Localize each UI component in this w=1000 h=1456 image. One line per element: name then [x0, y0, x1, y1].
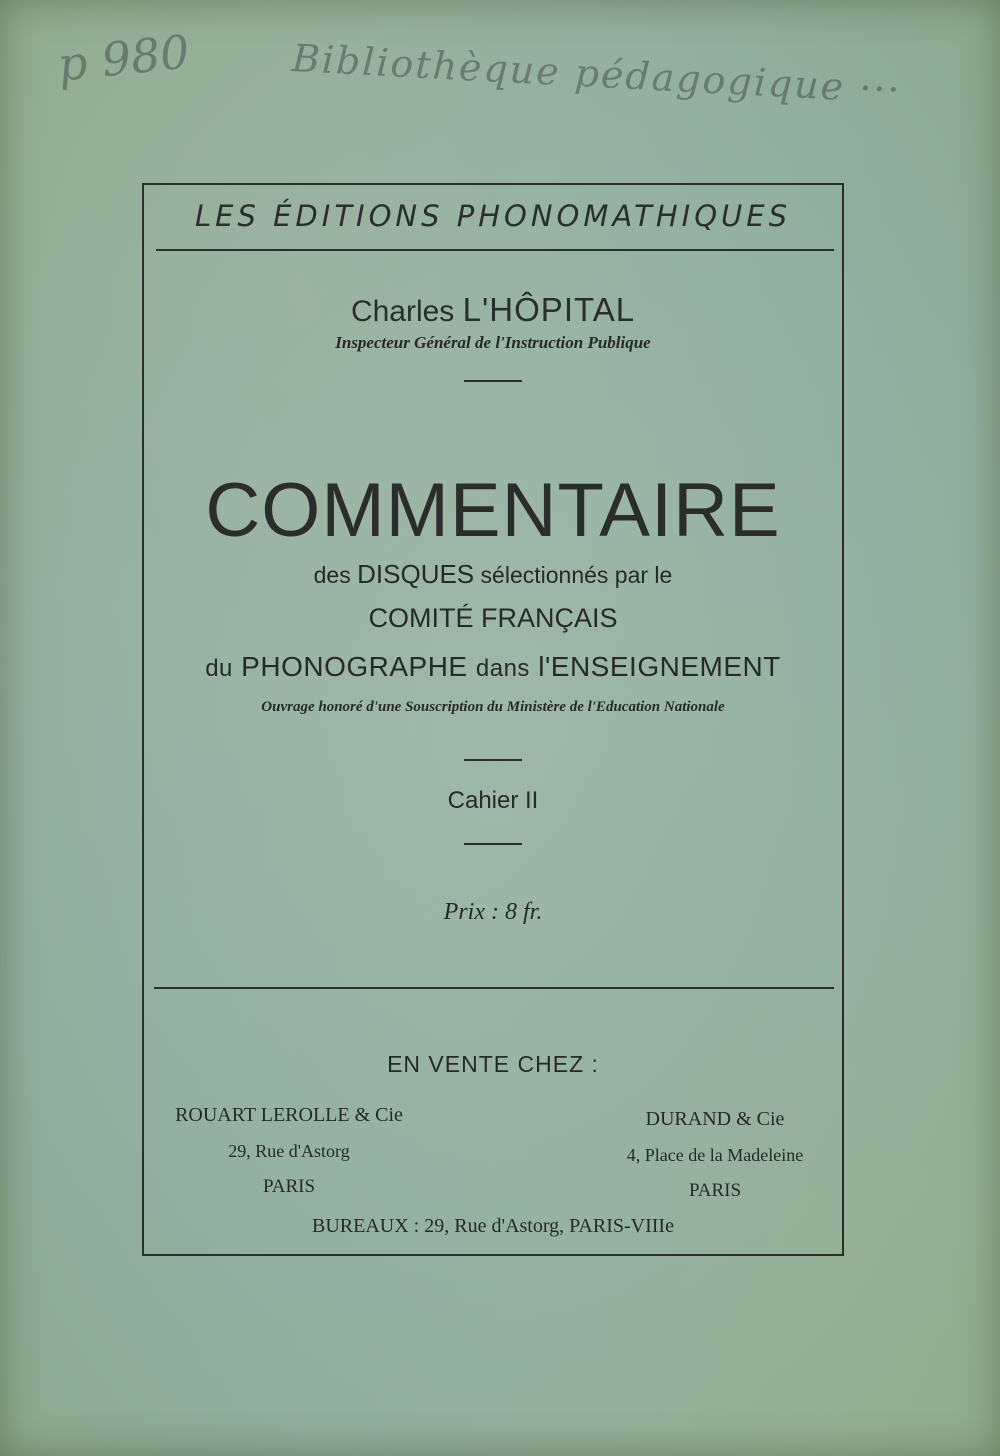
divider-author	[464, 380, 522, 382]
price-label: Prix : 8 fr.	[443, 899, 543, 925]
subtitle-3a: du	[205, 655, 233, 682]
publisher-rule	[156, 249, 834, 251]
sale-rule	[154, 987, 834, 989]
subtitle-line-3	[144, 651, 842, 683]
publisher-name: LES ÉDITIONS PHONOMATHIQUES	[195, 199, 791, 233]
seller-left	[144, 1097, 434, 1205]
handwritten-library-note: Bibliothèque pédagogique ···	[290, 36, 903, 112]
seller-right-street: 4, Place de la Madeleine	[626, 1145, 804, 1165]
subtitle-3c: dans	[475, 655, 530, 682]
author-first-name: Charles	[350, 295, 455, 328]
title-frame	[142, 183, 844, 1256]
seller-left-city: PARIS	[262, 1176, 316, 1197]
volume-label: Cahier II	[447, 787, 539, 814]
office-address: BUREAUX : 29, Rue d'Astorg, PARIS-VIIIe	[312, 1215, 674, 1237]
subtitle-line-1	[144, 559, 842, 590]
author-title: Inspecteur Général de l'Instruction Publique	[335, 333, 651, 352]
subtitle-1b: DISQUES	[357, 559, 475, 589]
seller-right-firm: DURAND & Cie	[645, 1108, 785, 1130]
author-name	[144, 291, 842, 329]
subtitle-line-2: COMITÉ FRANÇAIS	[368, 603, 618, 633]
divider-cahier	[464, 843, 522, 845]
seller-left-firm: ROUART LEROLLE & Cie	[175, 1104, 403, 1126]
subtitle-3b: PHONOGRAPHE	[241, 651, 468, 682]
subtitle-1a: des	[313, 562, 351, 588]
main-title: COMMENTAIRE	[205, 468, 781, 553]
sale-heading: EN VENTE CHEZ :	[387, 1051, 599, 1077]
divider-honor	[464, 759, 522, 761]
seller-left-street: 29, Rue d'Astorg	[228, 1141, 350, 1161]
subtitle-3d: l'ENSEIGNEMENT	[538, 651, 781, 682]
seller-right-city: PARIS	[688, 1180, 742, 1201]
honor-note: Ouvrage honoré d'une Souscription du Ministère de l'Education Nationale	[261, 699, 725, 715]
subtitle-1c: sélectionnés par le	[480, 562, 673, 588]
seller-right	[584, 1101, 846, 1209]
author-last-name: L'HÔPITAL	[462, 291, 636, 328]
handwritten-reference: p 980	[55, 24, 192, 92]
